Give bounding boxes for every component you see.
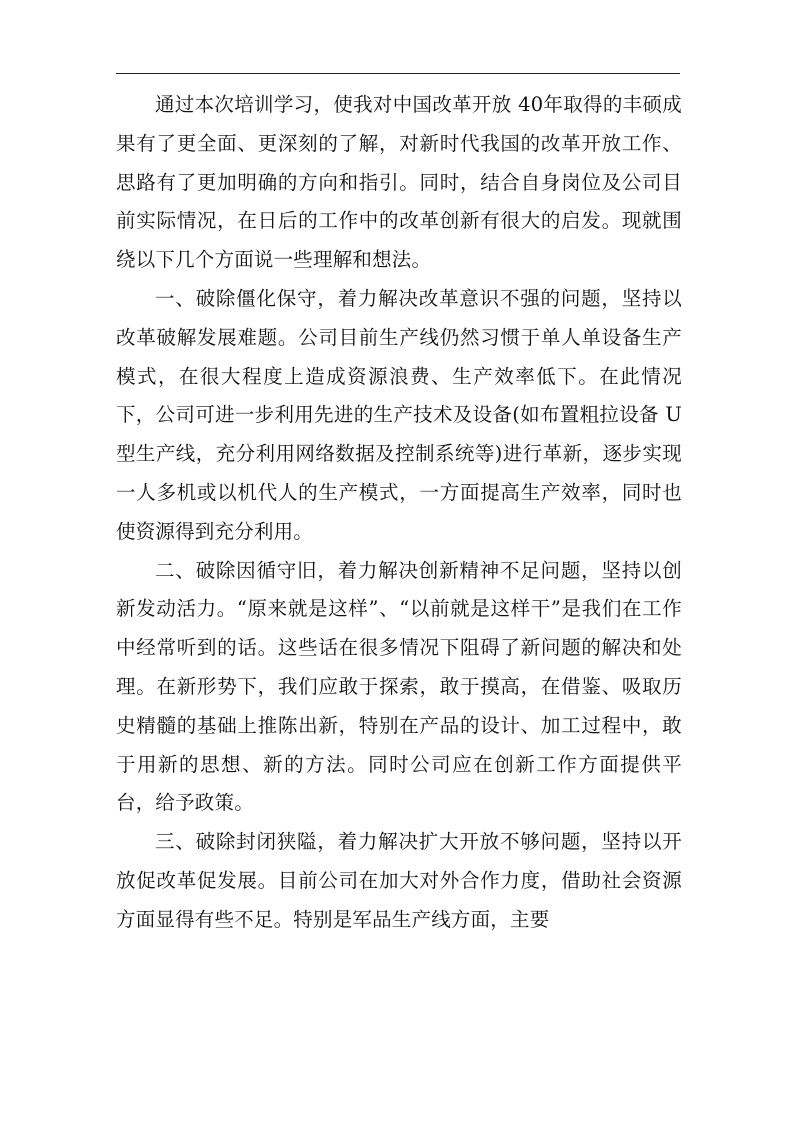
header-rule (116, 73, 680, 74)
document-body (116, 86, 682, 940)
paragraph-point-three: 三、破除封闭狭隘，着力解决扩大开放不够问题，坚持以开放促改革促发展。目前公司在加大对外合作力度，借助社会资源方面显得有些不足。特别是军品生产线方面，主要 (116, 830, 682, 931)
paragraph-point-one: 一、破除僵化保守，着力解决改革意识不强的问题，坚持以改革破解发展难题。公司目前生产线仍然习惯于单人单设备生产模式，在很大程度上造成资源浪费、生产效率低下。在此情况下，公司可进一步利用先进的生产技术及设备(如布置粗拉设备 U 型生产线，充分利用网络数据及控制系统等)进行革新，逐步实现一人多机或以机代人的生产模式，一方面提高生产效率，同时也使资源得到充分利用。 (116, 286, 682, 543)
paragraph-point-two: 二、破除因循守旧，着力解决创新精神不足问题，坚持以创新发动活力。“原来就是这样”、“以前就是这样干”是我们在工作中经常听到的话。这些话在很多情况下阻碍了新问题的解决和处理。在新形势下，我们应敢于探索，敢于摸高，在借鉴、吸取历史精髓的基础上推陈出新，特别在产品的设计、加工过程中，敢于用新的思想、新的方法。同时公司应在创新工作方面提供平台，给予政策。 (116, 558, 682, 815)
paragraph-intro: 通过本次培训学习，使我对中国改革开放 40年取得的丰硕成果有了更全面、更深刻的了解，对新时代我国的改革开放工作、思路有了更加明确的方向和指引。同时，结合自身岗位及公司目前实际情况，在日后的工作中的改革创新有很大的启发。现就围绕以下几个方面说一些理解和想法。 (116, 93, 682, 272)
